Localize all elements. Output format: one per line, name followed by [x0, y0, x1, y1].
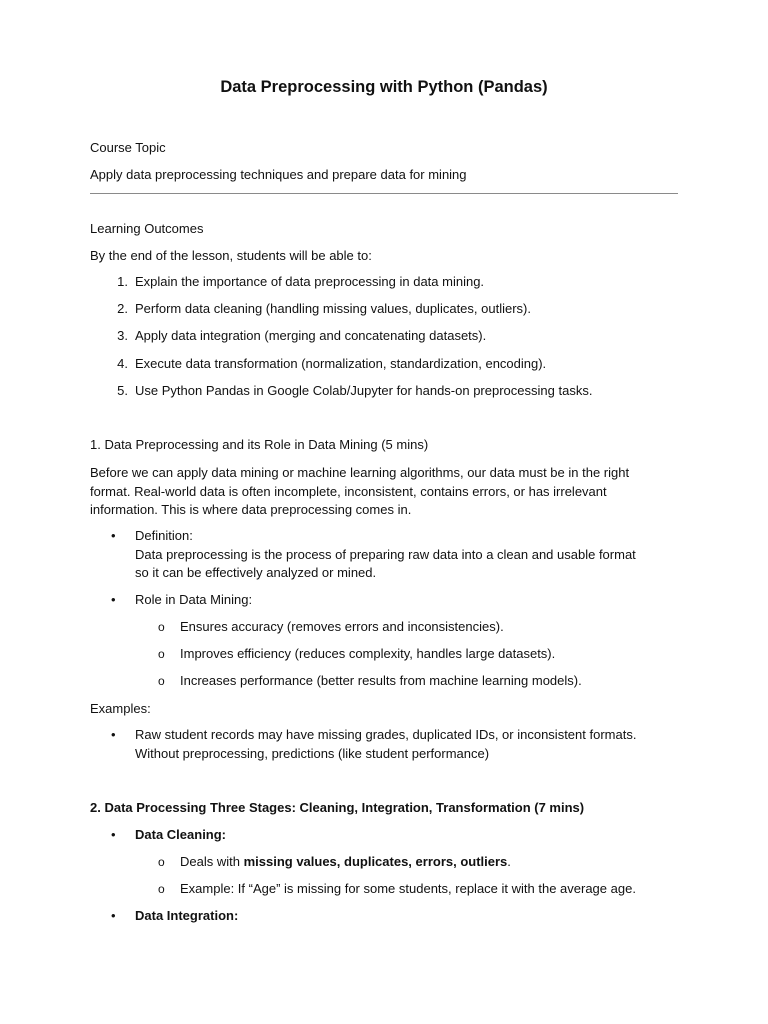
- cleaning-item-emphasis: missing values, duplicates, errors, outliers: [243, 854, 508, 869]
- outcome-number: 5.: [117, 383, 128, 398]
- outcome-text: Perform data cleaning (handling missing values, duplicates, outliers).: [135, 301, 531, 316]
- cleaning-item-suffix: .: [507, 854, 511, 869]
- horizontal-divider: [90, 193, 678, 194]
- integration-label: Data Integration:: [135, 908, 239, 923]
- outcome-text: Execute data transformation (normalization, standardization, encoding).: [135, 356, 547, 371]
- page-title: Data Preprocessing with Python (Pandas): [220, 78, 548, 96]
- role-item: Ensures accuracy (removes errors and inconsistencies).: [180, 619, 504, 634]
- outcome-number: 2.: [117, 301, 128, 316]
- section1-heading: 1. Data Preprocessing and its Role in Data Mining (5 mins): [90, 437, 429, 452]
- bullet-icon: •: [111, 827, 116, 842]
- role-item: Increases performance (better results from machine learning models).: [180, 673, 582, 688]
- example-line: Raw student records may have missing grades, duplicated IDs, or inconsistent formats.: [135, 727, 637, 742]
- outcome-number: 3.: [117, 328, 128, 343]
- outcome-text: Explain the importance of data preprocessing in data mining.: [135, 274, 485, 289]
- course-topic-text: Apply data preprocessing techniques and prepare data for mining: [90, 167, 467, 182]
- learning-outcomes-label: Learning Outcomes: [90, 221, 204, 236]
- bullet-icon: •: [111, 592, 116, 607]
- section2-heading: 2. Data Processing Three Stages: Cleaning, Integration, Transformation (7 mins): [90, 800, 585, 815]
- learning-outcomes-intro: By the end of the lesson, students will be able to:: [90, 248, 372, 263]
- sub-bullet-icon: o: [158, 882, 165, 896]
- outcome-number: 4.: [117, 356, 128, 371]
- section1-intro-line: Before we can apply data mining or machine learning algorithms, our data must be in the right: [90, 465, 630, 480]
- bullet-icon: •: [111, 727, 116, 742]
- definition-label: Definition:: [135, 528, 193, 543]
- role-item: Improves efficiency (reduces complexity, handles large datasets).: [180, 646, 556, 661]
- example-line: Without preprocessing, predictions (like student performance): [135, 745, 490, 761]
- outcome-text: Apply data integration (merging and concatenating datasets).: [135, 328, 487, 343]
- sub-bullet-icon: o: [158, 674, 165, 688]
- section1-intro-line: information. This is where data preprocessing comes in.: [90, 502, 412, 517]
- bullet-icon: •: [111, 528, 116, 543]
- sub-bullet-icon: o: [158, 620, 165, 634]
- bullet-icon: •: [111, 908, 116, 923]
- definition-line: so it can be effectively analyzed or mined.: [135, 565, 377, 580]
- cleaning-item: Example: If “Age” is missing for some students, replace it with the average age.: [180, 881, 636, 896]
- role-label: Role in Data Mining:: [135, 592, 253, 607]
- cleaning-item-prefix: Deals with: [180, 854, 244, 869]
- course-topic-label: Course Topic: [90, 140, 166, 155]
- sub-bullet-icon: o: [158, 647, 165, 661]
- outcome-number: 1.: [117, 274, 128, 289]
- cleaning-item: [180, 854, 511, 869]
- examples-label: Examples:: [90, 701, 151, 716]
- section1-intro-line: format. Real-world data is often incomplete, inconsistent, contains errors, or has irrelevant: [90, 483, 607, 499]
- sub-bullet-icon: o: [158, 855, 165, 869]
- outcome-text: Use Python Pandas in Google Colab/Jupyter for hands-on preprocessing tasks.: [135, 383, 593, 398]
- definition-line: Data preprocessing is the process of preparing raw data into a clean and usable format: [135, 546, 636, 562]
- cleaning-label: Data Cleaning:: [135, 827, 227, 842]
